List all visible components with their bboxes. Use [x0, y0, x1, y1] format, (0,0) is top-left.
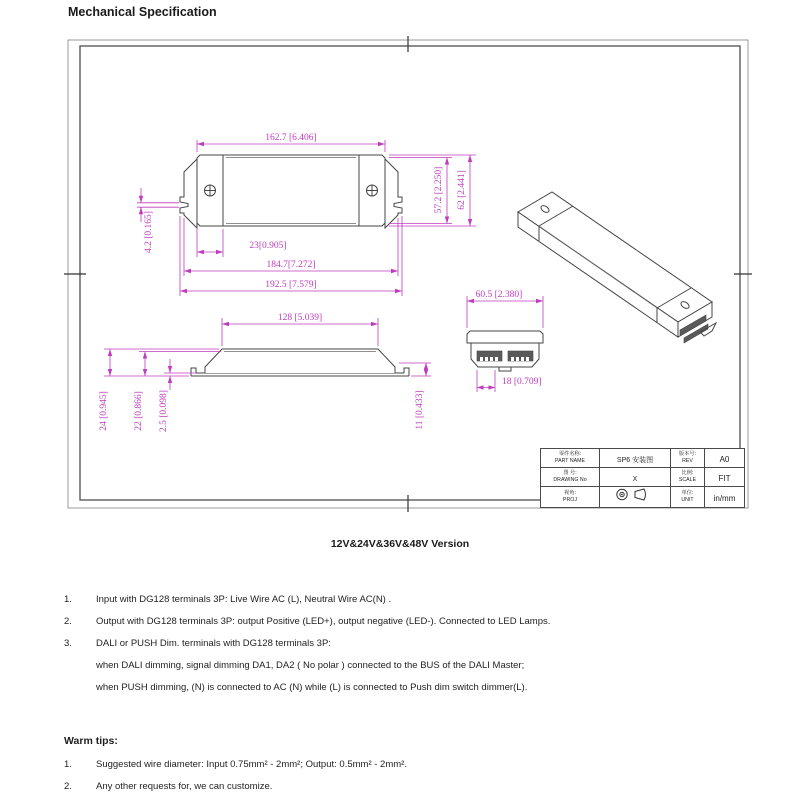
warm-tips-section	[64, 731, 744, 798]
dim-terminal-offset: 18 [0.709]	[502, 377, 542, 387]
warm-tips-heading: Warm tips:	[64, 735, 118, 747]
rev-label: 版本号: REV	[678, 451, 697, 464]
part-name-value: SP6 安装图	[616, 457, 654, 464]
title-block	[540, 448, 740, 503]
note-text: when PUSH dimming, (N) is connected to AC (N) while (L) is connected to Push dim switch dimmer(L).	[96, 682, 528, 693]
dim-plate-thickness: 2.5 [0.098]	[159, 390, 169, 432]
dim-height-total: 24 [0.945]	[99, 391, 109, 431]
dim-height-body: 22 [0.866]	[134, 391, 144, 431]
dim-len-total: 192.5 [7.579]	[265, 280, 317, 290]
screw-left	[205, 185, 216, 196]
warm-tip-number: 2.	[64, 781, 72, 792]
drawing-no-label: 图 号: DRAWING No	[553, 470, 587, 483]
page-title: Mechanical Specification	[68, 5, 217, 19]
note-number: 1.	[64, 594, 72, 605]
note-text: when DALI dimming, signal dimming DA1, DA2 ( No polar ) connected to the BUS of the DALI Master;	[96, 660, 525, 671]
scale-value: FIT	[718, 474, 731, 483]
drawing-no-value: X	[632, 476, 638, 483]
dim-end-width: 60.5 [2.380]	[475, 290, 523, 300]
dim-len-top: 128 [5.039]	[277, 313, 323, 323]
isometric-view	[518, 192, 716, 343]
warm-tip-number: 1.	[64, 759, 72, 770]
terminal-block-left	[477, 351, 502, 361]
warm-tip-text: Any other requests for, we can customize.	[96, 781, 273, 792]
warm-tip-item	[64, 754, 744, 776]
note-number: 2.	[64, 616, 72, 627]
side-view	[99, 313, 431, 432]
scale-label: 比例: SCALE	[678, 470, 697, 483]
dim-height-outer: 62 [2.441]	[457, 170, 467, 210]
note-text: DALI or PUSH Dim. terminals with DG128 terminals 3P:	[96, 638, 331, 649]
dim-len-ears: 184.7[7.272]	[266, 260, 316, 270]
unit-value: in/mm	[713, 494, 736, 503]
warm-tip-item	[64, 776, 744, 798]
notes-list	[64, 589, 744, 699]
rev-value: A0	[719, 455, 730, 464]
note-text: Input with DG128 terminals 3P: Live Wire AC (L), Neutral Wire AC(N) .	[96, 594, 392, 605]
warm-tip-text: Suggested wire diameter: Input 0.75mm² - 2mm²; Output: 0.5mm² - 2mm².	[96, 759, 407, 770]
dim-cap-width: 23[0.905]	[249, 241, 287, 251]
note-item	[64, 611, 744, 633]
note-number: 3.	[64, 638, 72, 649]
end-view	[467, 290, 543, 392]
note-item	[64, 589, 744, 611]
dim-height-inner: 57.2 [2.250]	[434, 166, 444, 214]
dim-height-end: 11 [0.433]	[415, 390, 425, 430]
proj-label: 视角: PROJ	[563, 490, 577, 503]
unit-label: 单位: UNIT	[681, 490, 694, 503]
note-text: Output with DG128 terminals 3P: output Positive (LED+), output negative (LED-). Connected to LED Lamps.	[96, 616, 551, 627]
note-item	[64, 633, 744, 699]
part-name-label: 零件名称: PART NAME	[555, 451, 585, 464]
dim-notch: 4.2 [0.165]	[144, 211, 154, 253]
top-view	[137, 133, 476, 296]
version-label: 12V&24V&36V&48V Version	[330, 538, 470, 550]
projection-symbol-icon	[613, 487, 657, 502]
terminal-block-right	[508, 351, 533, 361]
dim-len-body: 162.7 [6.406]	[265, 133, 317, 143]
screw-right	[367, 185, 378, 196]
